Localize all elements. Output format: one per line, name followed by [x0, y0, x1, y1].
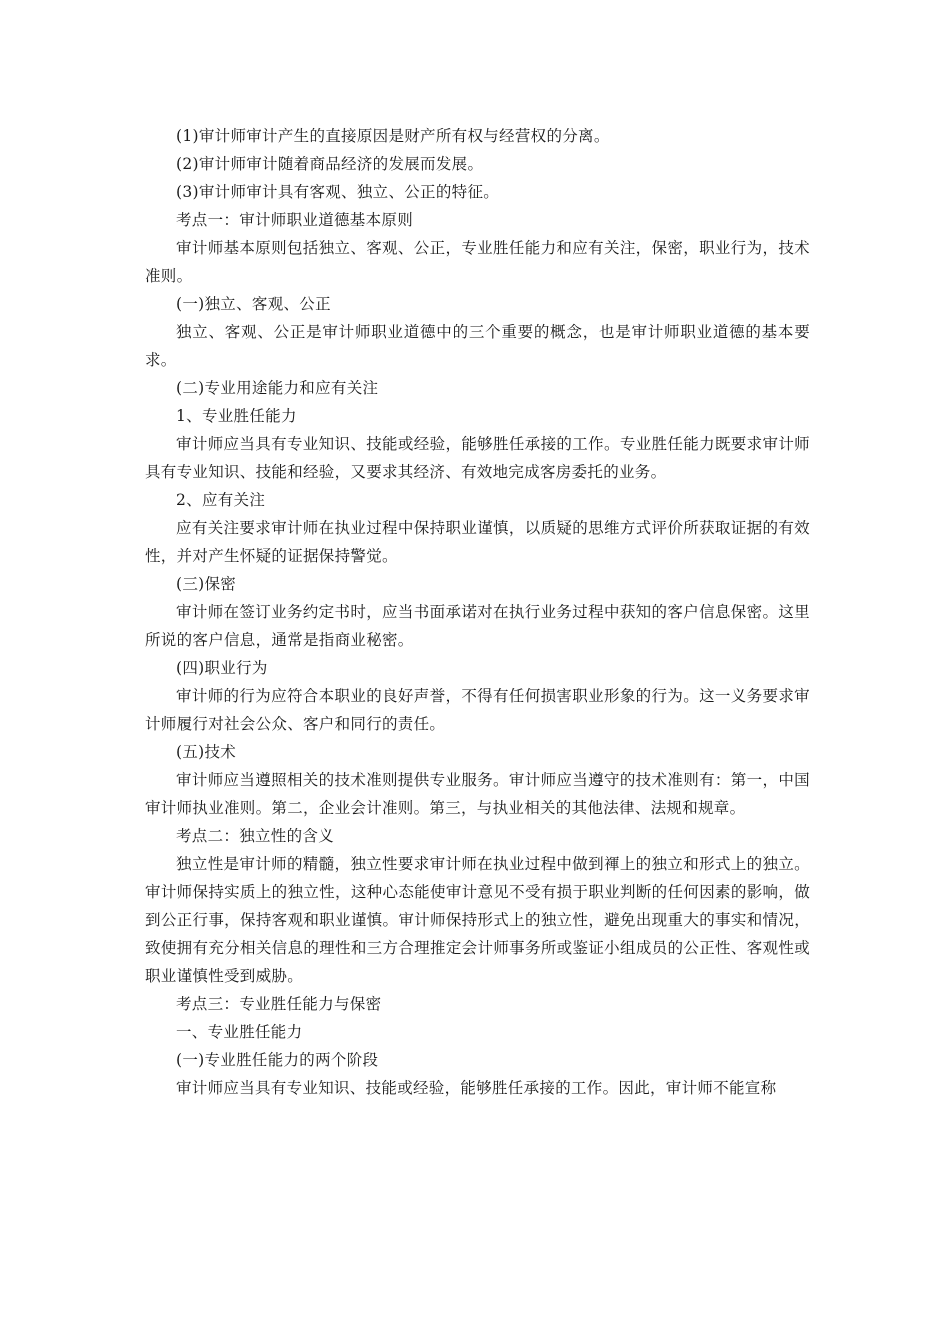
paragraph: 审计师的行为应符合本职业的良好声誉，不得有任何损害职业形象的行为。这一义务要求审计师履行对社会公众、客户和同行的责任。 [145, 687, 810, 733]
subsection-heading: (二)专业用途能力和应有关注 [176, 379, 379, 397]
subsection-heading: (三)保密 [176, 575, 237, 593]
paragraph: 应有关注要求审计师在执业过程中保持职业谨慎，以质疑的思维方式评价所获取证据的有效性，并对产生怀疑的证据保持警觉。 [145, 519, 810, 565]
paragraph: 审计师应当具有专业知识、技能或经验，能够胜任承接的工作。专业胜任能力既要求审计师具有专业知识、技能和经验，又要求其经济、有效地完成客房委托的业务。 [145, 435, 810, 481]
paragraph: 审计师应当具有专业知识、技能或经验，能够胜任承接的工作。因此，审计师不能宣称 [176, 1079, 777, 1097]
section-heading: 考点二：独立性的含义 [176, 827, 335, 845]
paragraph: (1)审计师审计产生的直接原因是财产所有权与经营权的分离。 [176, 127, 610, 145]
section-heading: 考点一：审计师职业道德基本原则 [176, 211, 414, 229]
subsection-heading: (一)专业胜任能力的两个阶段 [176, 1051, 379, 1069]
paragraph: 独立、客观、公正是审计师职业道德中的三个重要的概念，也是审计师职业道德的基本要求。 [145, 323, 810, 369]
subsection-heading: (四)职业行为 [176, 659, 268, 677]
subsection-heading: (五)技术 [176, 743, 237, 761]
subsection-heading: 一、专业胜任能力 [176, 1023, 303, 1041]
paragraph: 审计师基本原则包括独立、客观、公正，专业胜任能力和应有关注，保密，职业行为，技术准则。 [145, 239, 810, 285]
paragraph: 审计师在签订业务约定书时，应当书面承诺对在执行业务过程中获知的客户信息保密。这里所说的客户信息，通常是指商业秘密。 [145, 603, 810, 649]
section-heading: 考点三：专业胜任能力与保密 [176, 995, 382, 1013]
paragraph: 独立性是审计师的精髓，独立性要求审计师在执业过程中做到褌上的独立和形式上的独立。审计师保持实质上的独立性，这种心态能使审计意见不受有损于职业判断的任何因素的影响，做到公正行事，保持客观和职业谨慎。审计师保持形式上的独立性，避免出现重大的事实和情况，致使拥有充分相关信息的理性和三方合理推定会计师事务所或鉴证小组成员的公正性、客观性或职业谨慎性受到威胁。 [145, 855, 810, 985]
item-heading: 1、专业胜任能力 [176, 407, 297, 425]
paragraph: (3)审计师审计具有客观、独立、公正的特征。 [176, 183, 500, 201]
item-heading: 2、应有关注 [176, 491, 266, 509]
paragraph: (2)审计师审计随着商品经济的发展而发展。 [176, 155, 484, 173]
paragraph: 审计师应当遵照相关的技术准则提供专业服务。审计师应当遵守的技术准则有：第一，中国审计师执业准则。第二，企业会计准则。第三，与执业相关的其他法律、法规和规章。 [145, 771, 810, 817]
subsection-heading: (一)独立、客观、公正 [176, 295, 331, 313]
document-body [145, 122, 810, 1102]
